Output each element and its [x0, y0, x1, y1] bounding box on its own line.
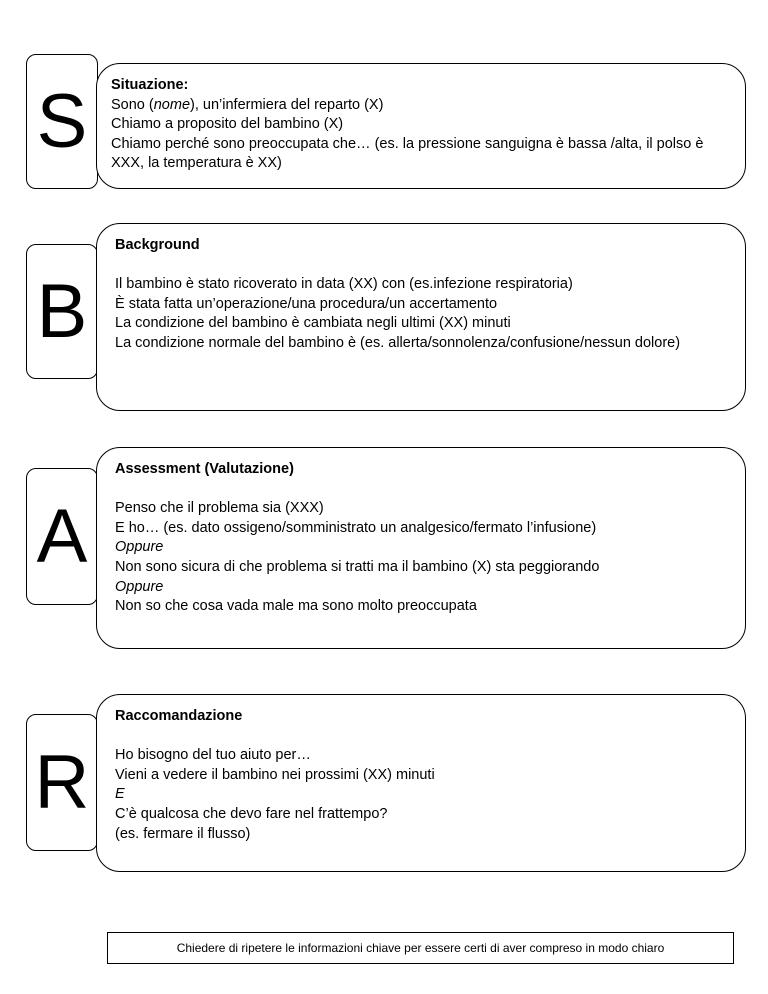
section-letter-b: B — [26, 244, 98, 379]
recommendation-line-5: (es. fermare il flusso) — [115, 825, 251, 842]
background-line-4: La condizione normale del bambino è (es. allerta/sonnolenza/confusione/nessun dolore) — [115, 334, 681, 351]
recommendation-line-2: Vieni a vedere il bambino nei prossimi (XX) minuti — [115, 766, 435, 783]
recommendation-title: Raccomandazione — [115, 708, 243, 724]
assessment-line-1: Penso che il problema sia (XXX) — [115, 500, 324, 517]
assessment-box — [96, 447, 746, 649]
situation-title: Situazione: — [111, 77, 189, 93]
recommendation-box — [96, 694, 746, 872]
footer-note-text: Chiedere di ripetere le informazioni chiave per essere certi di aver compreso in modo chiaro — [176, 941, 665, 955]
assessment-line-6: Non so che cosa vada male ma sono molto preoccupata — [115, 598, 477, 615]
recommendation-line-1: Ho bisogno del tuo aiuto per… — [115, 747, 311, 764]
background-line-1: Il bambino è stato ricoverato in data (XX) con (es.infezione respiratoria) — [115, 276, 573, 293]
footer-note — [107, 932, 734, 964]
situation-line-2: Chiamo a proposito del bambino (X) — [111, 116, 344, 133]
background-box — [96, 223, 746, 411]
section-letter-s: S — [26, 54, 98, 189]
background-title: Background — [115, 237, 200, 253]
section-letter-r: R — [26, 714, 98, 851]
assessment-title: Assessment (Valutazione) — [115, 461, 294, 477]
assessment-line-4: Non sono sicura di che problema si tratti ma il bambino (X) sta peggiorando — [115, 558, 600, 575]
background-line-3: La condizione del bambino è cambiata negli ultimi (XX) minuti — [115, 315, 511, 332]
recommendation-line-3: E — [115, 786, 125, 803]
assessment-line-5: Oppure — [115, 578, 164, 595]
situation-line-1: Sono (nome), un’infermiera del reparto (X) — [111, 96, 384, 113]
recommendation-line-4: C’è qualcosa che devo fare nel frattempo? — [115, 805, 388, 822]
assessment-line-2: E ho… (es. dato ossigeno/somministrato un analgesico/fermato l’infusione) — [115, 519, 597, 536]
section-letter-a: A — [26, 468, 98, 605]
situation-box — [96, 63, 746, 189]
situation-line-3: Chiamo perché sono preoccupata che… (es. la pressione sanguigna è bassa /alta, il polso è XXX, la temperatura è XX) — [111, 135, 704, 172]
assessment-line-3: Oppure — [115, 539, 164, 556]
background-line-2: È stata fatta un’operazione/una procedura/un accertamento — [115, 295, 498, 312]
